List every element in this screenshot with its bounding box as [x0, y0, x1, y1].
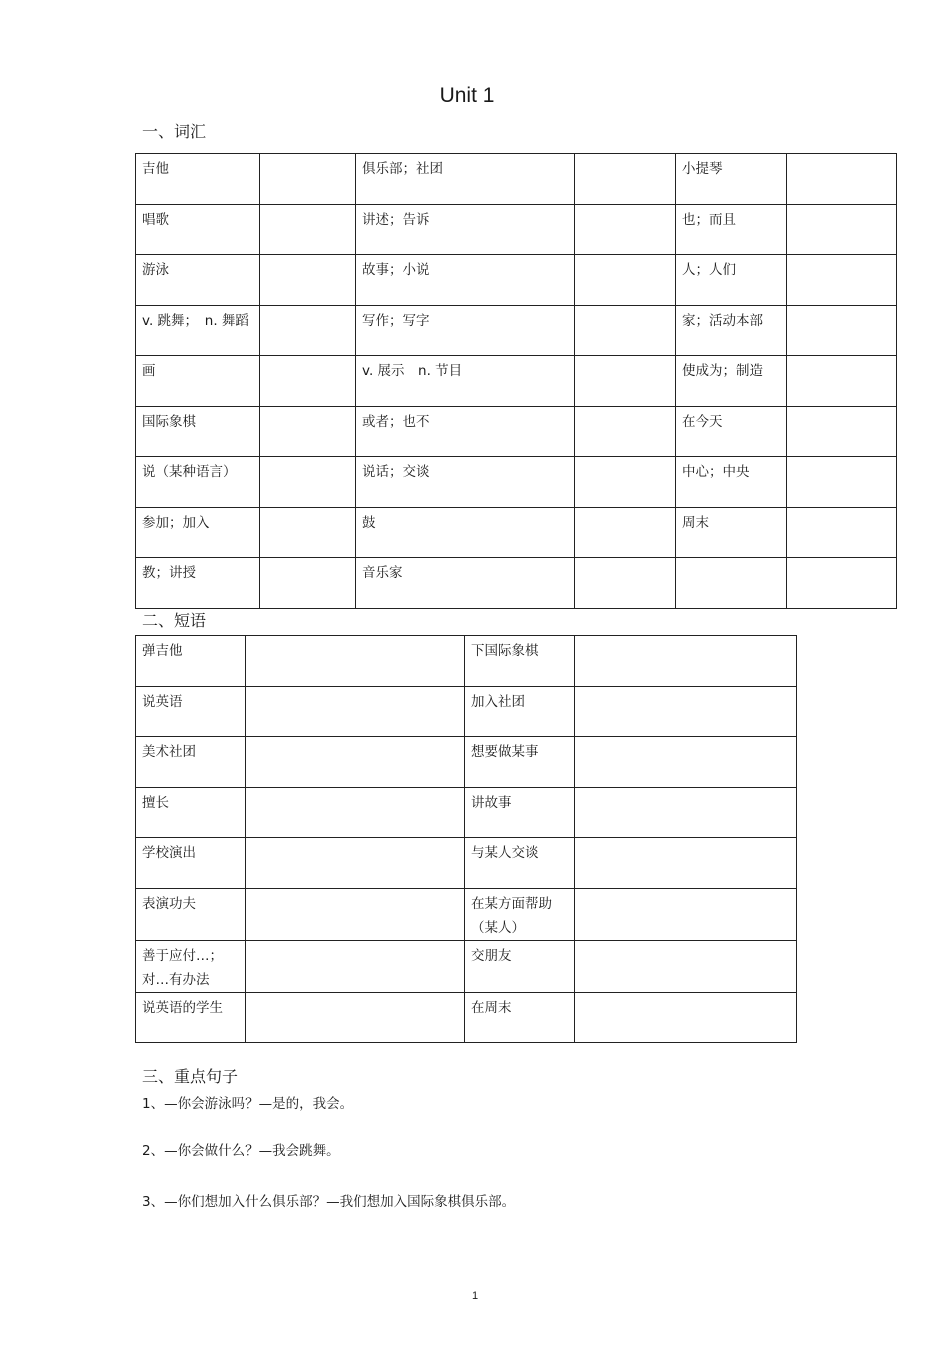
phrase-row: [136, 787, 797, 838]
sentence-1: 1、—你会游泳吗？—是的，我会。: [142, 1096, 354, 1112]
answer-blank-cell[interactable]: [246, 787, 465, 838]
term-cell: 吉他: [136, 154, 260, 205]
vocabulary-table: [135, 153, 897, 609]
term-cell: 表演功夫: [136, 888, 246, 940]
answer-blank-cell[interactable]: [246, 686, 465, 737]
term-cell: 下国际象棋: [465, 636, 575, 687]
vocabulary-row: [136, 406, 897, 457]
vocabulary-row: [136, 255, 897, 306]
answer-blank-cell[interactable]: [575, 787, 797, 838]
answer-blank-cell[interactable]: [246, 888, 465, 940]
term-cell: 写作；写字: [356, 305, 575, 356]
answer-blank-cell[interactable]: [787, 305, 897, 356]
term-cell: 擅长: [136, 787, 246, 838]
term-cell: 也；而且: [676, 204, 787, 255]
page-title: Unit 1: [439, 84, 495, 107]
phrase-row: [136, 636, 797, 687]
vocabulary-row: [136, 356, 897, 407]
term-cell: 俱乐部；社团: [356, 154, 575, 205]
term-cell: 想要做某事: [465, 737, 575, 788]
answer-blank-cell[interactable]: [260, 406, 356, 457]
answer-blank-cell[interactable]: [575, 686, 797, 737]
phrase-row: [136, 686, 797, 737]
term-cell: 鼓: [356, 507, 575, 558]
answer-blank-cell[interactable]: [260, 356, 356, 407]
term-cell: 中心；中央: [676, 457, 787, 508]
vocabulary-row: [136, 507, 897, 558]
phrase-row: [136, 737, 797, 788]
term-cell: 讲故事: [465, 787, 575, 838]
answer-blank-cell[interactable]: [787, 356, 897, 407]
term-cell: v. 跳舞； n. 舞蹈: [136, 305, 260, 356]
term-cell: 学校演出: [136, 838, 246, 889]
answer-blank-cell[interactable]: [260, 457, 356, 508]
answer-blank-cell[interactable]: [575, 356, 676, 407]
term-cell: 在今天: [676, 406, 787, 457]
term-cell: 说（某种语言）: [136, 457, 260, 508]
answer-blank-cell[interactable]: [260, 154, 356, 205]
answer-blank-cell[interactable]: [575, 255, 676, 306]
term-cell: 与某人交谈: [465, 838, 575, 889]
term-cell: 美术社团: [136, 737, 246, 788]
term-cell: [676, 558, 787, 609]
answer-blank-cell[interactable]: [575, 636, 797, 687]
answer-blank-cell[interactable]: [246, 636, 465, 687]
answer-blank-cell[interactable]: [575, 507, 676, 558]
answer-blank-cell[interactable]: [787, 154, 897, 205]
answer-blank-cell[interactable]: [575, 940, 797, 992]
answer-blank-cell[interactable]: [260, 255, 356, 306]
answer-blank-cell[interactable]: [246, 992, 465, 1043]
term-cell: 说英语的学生: [136, 992, 246, 1043]
vocabulary-heading: 一、词汇: [142, 122, 207, 141]
answer-blank-cell[interactable]: [260, 558, 356, 609]
vocabulary-row: [136, 204, 897, 255]
sentences-heading: 三、重点句子: [142, 1067, 239, 1086]
term-cell: 画: [136, 356, 260, 407]
vocabulary-row: [136, 154, 897, 205]
answer-blank-cell[interactable]: [787, 558, 897, 609]
term-cell: 教；讲授: [136, 558, 260, 609]
term-cell: 善于应付…；对…有办法: [136, 940, 246, 992]
term-cell: 在周末: [465, 992, 575, 1043]
term-cell: 国际象棋: [136, 406, 260, 457]
phrases-heading: 二、短语: [142, 611, 207, 630]
answer-blank-cell[interactable]: [575, 457, 676, 508]
answer-blank-cell[interactable]: [575, 558, 676, 609]
term-cell: 讲述；告诉: [356, 204, 575, 255]
answer-blank-cell[interactable]: [246, 737, 465, 788]
term-cell: 在某方面帮助（某人）: [465, 888, 575, 940]
vocabulary-row: [136, 305, 897, 356]
phrase-row: [136, 838, 797, 889]
answer-blank-cell[interactable]: [575, 737, 797, 788]
term-cell: 交朋友: [465, 940, 575, 992]
answer-blank-cell[interactable]: [260, 204, 356, 255]
term-cell: 故事；小说: [356, 255, 575, 306]
answer-blank-cell[interactable]: [260, 305, 356, 356]
answer-blank-cell[interactable]: [575, 154, 676, 205]
sentence-2: 2、—你会做什么？—我会跳舞。: [142, 1143, 340, 1159]
answer-blank-cell[interactable]: [575, 838, 797, 889]
phrase-row: [136, 888, 797, 940]
phrase-row: [136, 940, 797, 992]
answer-blank-cell[interactable]: [787, 406, 897, 457]
answer-blank-cell[interactable]: [787, 255, 897, 306]
answer-blank-cell[interactable]: [575, 305, 676, 356]
term-cell: 参加；加入: [136, 507, 260, 558]
term-cell: 家；活动本部: [676, 305, 787, 356]
term-cell: 弹吉他: [136, 636, 246, 687]
answer-blank-cell[interactable]: [575, 992, 797, 1043]
answer-blank-cell[interactable]: [246, 940, 465, 992]
sentence-3: 3、—你们想加入什么俱乐部？—我们想加入国际象棋俱乐部。: [142, 1194, 516, 1210]
vocabulary-row: [136, 558, 897, 609]
answer-blank-cell[interactable]: [787, 457, 897, 508]
term-cell: 周末: [676, 507, 787, 558]
answer-blank-cell[interactable]: [575, 204, 676, 255]
term-cell: 说话；交谈: [356, 457, 575, 508]
term-cell: 使成为；制造: [676, 356, 787, 407]
answer-blank-cell[interactable]: [575, 406, 676, 457]
page-number: 1: [471, 1290, 479, 1302]
term-cell: 小提琴: [676, 154, 787, 205]
answer-blank-cell[interactable]: [787, 507, 897, 558]
answer-blank-cell[interactable]: [787, 204, 897, 255]
term-cell: 或者；也不: [356, 406, 575, 457]
term-cell: v. 展示 n. 节目: [356, 356, 575, 407]
phrase-row: [136, 992, 797, 1043]
answer-blank-cell[interactable]: [246, 838, 465, 889]
answer-blank-cell[interactable]: [260, 507, 356, 558]
term-cell: 唱歌: [136, 204, 260, 255]
term-cell: 音乐家: [356, 558, 575, 609]
phrases-table: [135, 635, 797, 1043]
term-cell: 说英语: [136, 686, 246, 737]
term-cell: 游泳: [136, 255, 260, 306]
term-cell: 加入社团: [465, 686, 575, 737]
term-cell: 人；人们: [676, 255, 787, 306]
vocabulary-row: [136, 457, 897, 508]
answer-blank-cell[interactable]: [575, 888, 797, 940]
